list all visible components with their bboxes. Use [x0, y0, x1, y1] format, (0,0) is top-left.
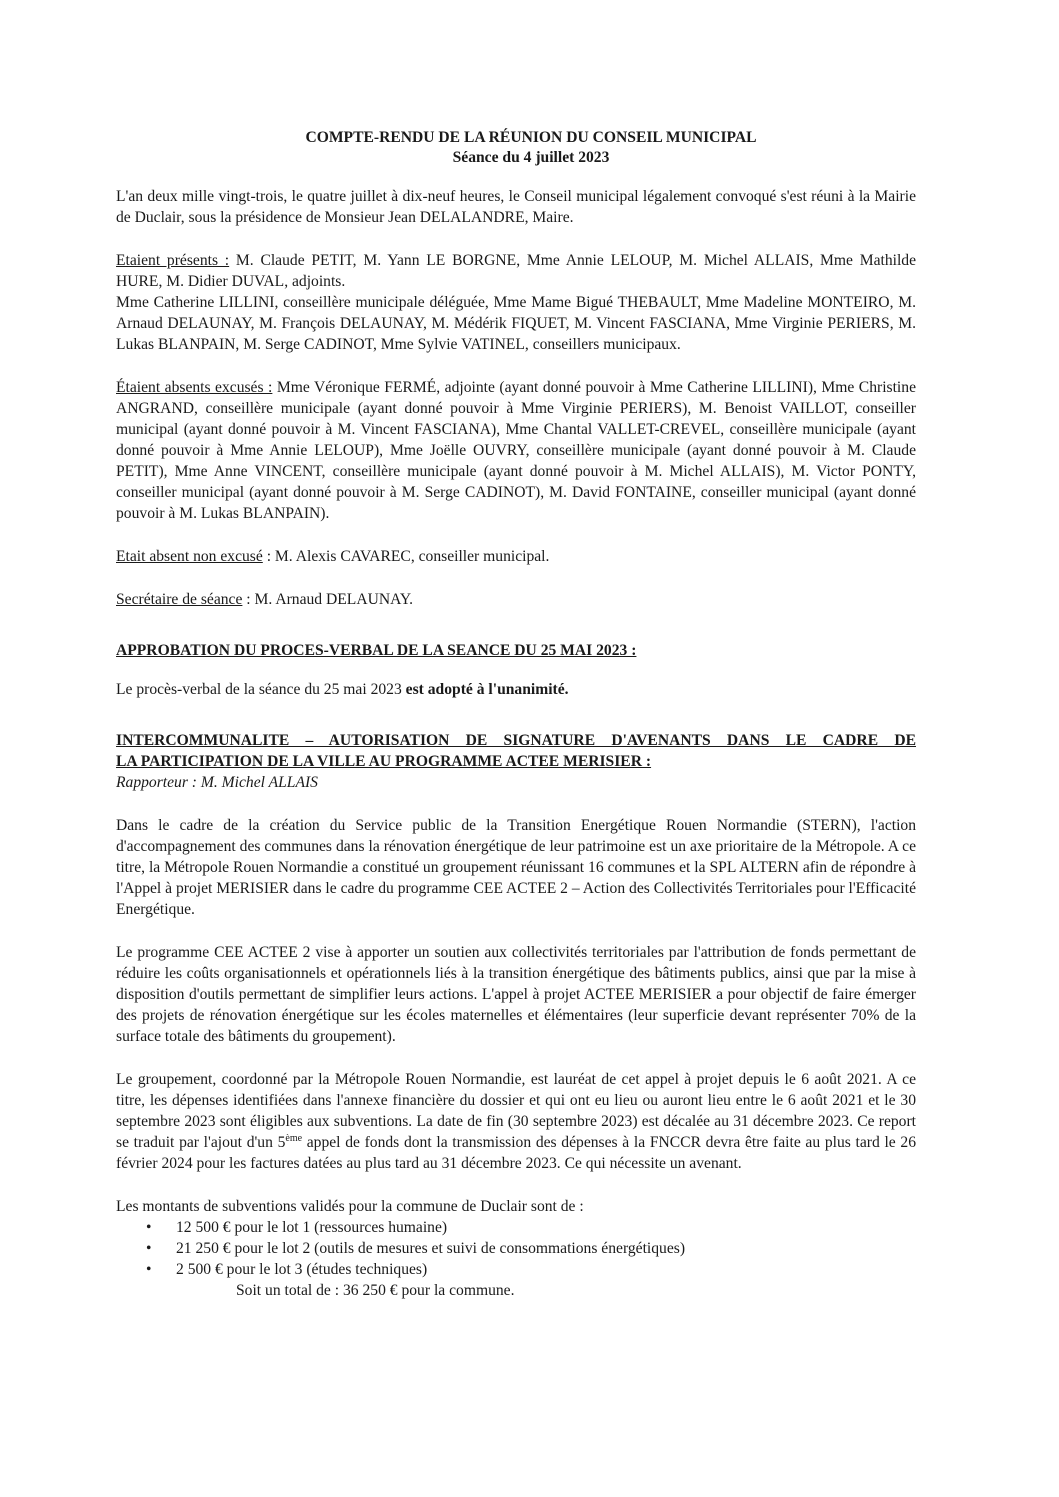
section1-title: APPROBATION DU PROCES-VERBAL DE LA SEANCE DU 25 MAI 2023 :: [116, 642, 637, 659]
absent-non-excuse-label: Etait absent non excusé: [116, 548, 263, 565]
presents-conseillers: Mme Catherine LILLINI, conseillère municipale déléguée, Mme Mame Bigué THEBAULT, Mme Madeline MONTEIRO, M. Arnaud DELAUNAY, M. François DELAUNAY, M. Médérik FIQUET, M. Vincent FASCIANA, Mme Virginie PERIERS, M. Lukas BLANPAIN, M. Serge CADINOT, Mme Sylvie VATINEL, conseillers municipaux.: [116, 294, 916, 353]
document-page: [116, 128, 916, 1301]
list-item: [116, 1259, 916, 1280]
secretaire-label: Secrétaire de séance: [116, 591, 243, 608]
section2-title-line1: INTERCOMMUNALITE – AUTORISATION DE SIGNATURE D'AVENANTS DANS LE CADRE DE: [116, 732, 916, 749]
section1-text-plain: Le procès-verbal de la séance du 25 mai 2023: [116, 681, 406, 698]
secretaire-paragraph: [116, 589, 916, 610]
absent-non-excuse-text: : M. Alexis CAVAREC, conseiller municipal.: [262, 548, 550, 565]
secretaire-text: : M. Arnaud DELAUNAY.: [242, 591, 414, 608]
montants-intro: Les montants de subventions validés pour la commune de Duclair sont de :: [116, 1198, 584, 1215]
bullet-icon: •: [146, 1261, 152, 1278]
lot-text: 12 500 € pour le lot 1 (ressources humaine): [176, 1219, 448, 1236]
section2-para3-b: appel de fonds dont la transmission des dépenses à la FNCCR devra être faite au plus tard le 26 février 2024 pour les factures datées au plus tard au 31 décembre 2023. Ce qui nécessite un avenant.: [116, 1134, 917, 1172]
section2-title: [116, 730, 916, 772]
section2-para1: Dans le cadre de la création du Service public de la Transition Energétique Rouen Normandie (STERN), l'action d'accompagnement des communes dans la rénovation énergétique de leur patrimoine est un axe prioritaire de la Métropole. A ce titre, la Métropole Rouen Normandie a constitué un groupement réunissant 16 communes et la SPL ALTERN afin de répondre à l'Appel à projet MERISIER dans le cadre du programme CEE ACTEE 2 – Action des Collectivités Territoriales pour l'Efficacité Energétique.: [116, 817, 916, 918]
section2-para3: [116, 1069, 916, 1174]
section2-title-line2: LA PARTICIPATION DE LA VILLE AU PROGRAMME ACTEE MERISIER :: [116, 753, 652, 770]
presents-paragraph: [116, 250, 916, 292]
bullet-icon: •: [146, 1219, 152, 1236]
absents-excuses-paragraph: [116, 377, 916, 524]
section2-para3-sup: ème: [285, 1132, 303, 1144]
lot-text: 21 250 € pour le lot 2 (outils de mesures et suivi de consommations énergétiques): [176, 1240, 686, 1257]
section2-para3-a: Le groupement, coordonné par la Métropole Rouen Normandie, est lauréat de cet appel à projet depuis le 6 août 2021. A ce titre, les dépenses identifiées dans l'annexe financière du dossier et qui ont eu lieu ou auront lieu entre le 6 août 2021 et le 30 septembre 2023 sont éligibles aux subventions. La date de fin (30 septembre 2023) est décalée au 31 décembre 2023. Ce report se traduit par l'ajout d'un 5: [116, 1071, 916, 1151]
absents-excuses-label: Étaient absents excusés :: [116, 379, 273, 396]
lots-list: [116, 1217, 916, 1280]
list-item: [116, 1217, 916, 1238]
section2-rapporteur: Rapporteur : M. Michel ALLAIS: [116, 774, 318, 791]
presents-label: Etaient présents :: [116, 252, 230, 269]
intro-paragraph: L'an deux mille vingt-trois, le quatre juillet à dix-neuf heures, le Conseil municipal légalement convoqué s'est réuni à la Mairie de Duclair, sous la présidence de Monsieur Jean DELALANDRE, Maire.: [116, 188, 916, 226]
bullet-icon: •: [146, 1240, 152, 1257]
document-title: COMPTE-RENDU DE LA RÉUNION DU CONSEIL MUNICIPAL: [305, 129, 757, 146]
absents-excuses-text: Mme Véronique FERMÉ, adjointe (ayant donné pouvoir à Mme Catherine LILLINI), Mme Christine ANGRAND, conseillère municipale (ayant donné pouvoir à Mme Virginie PERIERS), M. Benoist VAILLOT, conseiller municipal (ayant donné pouvoir à M. Vincent FASCIANA), Mme Chantal VALLET-CREVEL, conseillère municipale (ayant donné pouvoir à Mme Annie LELOUP), Mme Joëlle OUVRY, conseillère municipale (ayant donné pouvoir à M. Claude PETIT), Mme Anne VINCENT, conseillère municipale (ayant donné pouvoir à M. Michel ALLAIS), M. Victor PONTY, conseiller municipal (ayant donné pouvoir à M. Serge CADINOT), M. David FONTAINE, conseiller municipal (ayant donné pouvoir à M. Lukas BLANPAIN).: [116, 379, 916, 522]
section1-text: [116, 679, 916, 700]
document-header: [146, 128, 916, 168]
section1-text-bold: est adopté à l'unanimité.: [405, 681, 569, 698]
list-item: [116, 1238, 916, 1259]
document-subtitle: Séance du 4 juillet 2023: [452, 149, 610, 166]
presents-adjoints: M. Claude PETIT, M. Yann LE BORGNE, Mme Annie LELOUP, M. Michel ALLAIS, Mme Mathilde HURE, M. Didier DUVAL, adjoints.: [116, 252, 917, 290]
section2-para2: Le programme CEE ACTEE 2 vise à apporter un soutien aux collectivités territoriales par l'attribution de fonds permettant de réduire les coûts organisationnels et opérationnels liés à la transition énergétique des bâtiments publics, ainsi que par la mise à disposition d'outils permettant de simplifier leurs actions. L'appel à projet ACTEE MERISIER a pour objectif de faire émerger des projets de rénovation énergétique sur les écoles maternelles et élémentaires (leur superficie devant représenter 70% de la surface totale des bâtiments du groupement).: [116, 944, 916, 1045]
total-amount: Soit un total de : 36 250 € pour la commune.: [236, 1282, 515, 1299]
lot-text: 2 500 € pour le lot 3 (études techniques): [176, 1261, 428, 1278]
absent-non-excuse-paragraph: [116, 546, 916, 567]
